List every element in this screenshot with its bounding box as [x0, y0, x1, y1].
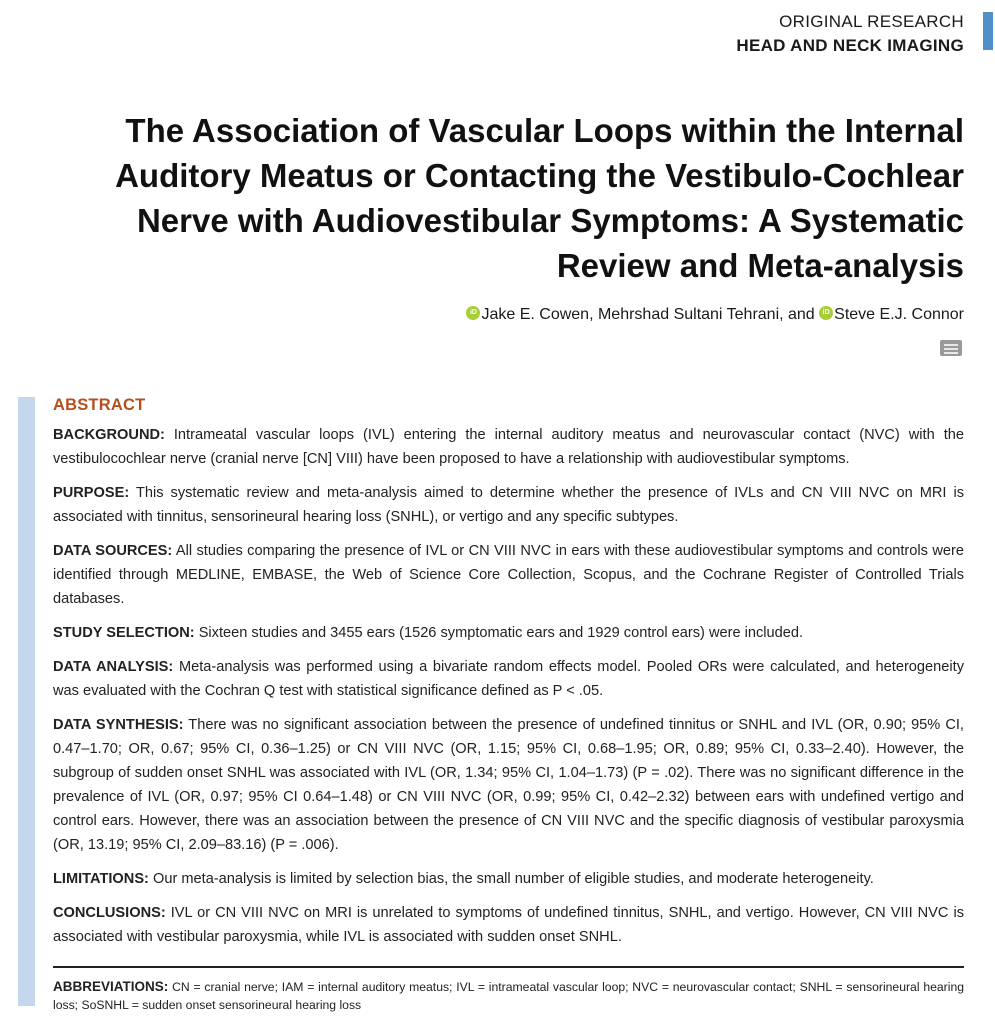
- article-category: [736, 10, 964, 58]
- menu-icon[interactable]: [940, 340, 962, 356]
- section-label: PURPOSE:: [53, 485, 130, 501]
- section-text: Meta-analysis was performed using a bivariate random effects model. Pooled ORs were calculated, and heterogeneity was evaluated with the Cochran Q test with statistical significance defined as P < .05.: [53, 659, 964, 699]
- abbreviations-label: ABBREVIATIONS:: [53, 979, 169, 994]
- author-list: [466, 304, 964, 326]
- section-text: All studies comparing the presence of IVL or CN VIII NVC in ears with these audiovestibular symptoms and controls were identified through MEDLINE, EMBASE, the Web of Science Core Collection, Scopus, and the Cochrane Register of Controlled Trials databases.: [53, 543, 964, 607]
- abbreviations: [53, 978, 964, 1014]
- author-names-first[interactable]: Jake E. Cowen, Mehrshad Sultani Tehrani, and: [481, 306, 815, 323]
- abstract-data-analysis: [53, 655, 964, 703]
- abstract-data-sources: [53, 539, 964, 611]
- category-label: ORIGINAL RESEARCH: [779, 12, 964, 31]
- section-text: This systematic review and meta-analysis aimed to determine whether the presence of IVLs and CN VIII NVC on MRI is associated with tinnitus, sensorineural hearing loss (SNHL), or vertigo and any specific subtypes.: [53, 485, 964, 525]
- section-label: DATA SYNTHESIS:: [53, 717, 184, 733]
- section-label: CONCLUSIONS:: [53, 905, 166, 921]
- section-label: DATA ANALYSIS:: [53, 659, 174, 675]
- abstract-study-selection: [53, 621, 964, 645]
- author-name-last[interactable]: Steve E.J. Connor: [834, 306, 964, 323]
- orcid-icon[interactable]: iD: [466, 306, 480, 320]
- section-text: Sixteen studies and 3455 ears (1526 symptomatic ears and 1929 control ears) were included.: [198, 625, 804, 641]
- abstract-limitations: [53, 867, 964, 891]
- section-text: There was no significant association between the presence of undefined tinnitus or SNHL and IVL (OR, 0.90; 95% CI, 0.47–1.70; OR, 0.67; 95% CI, 0.36–1.25) or CN VIII NVC (OR, 1.15; 95% CI, 0.68–1.95; OR, 0.89; 95% CI, 0.33–2.40). However, the subgroup of sudden onset SNHL was associated with IVL (OR, 1.34; 95% CI, 1.04–1.73) (P = .02). There was no significant difference in the prevalence of IVL (OR, 0.97; 95% CI 0.64–1.48) or CN VIII NVC (OR, 0.99; 95% CI, 0.42–2.32) between ears with undefined vertigo and control ears. However, there was an association between the presence of CN VIII NVC and the specific diagnosis of vestibular paroxysmia (OR, 13.19; 95% CI, 2.09–83.16) (P = .006).: [53, 717, 964, 853]
- section-label: DATA SOURCES:: [53, 543, 173, 559]
- abstract-data-synthesis: [53, 713, 964, 857]
- section-text: Our meta-analysis is limited by selection bias, the small number of eligible studies, and moderate heterogeneity.: [152, 871, 874, 887]
- abstract-background: [53, 423, 964, 471]
- orcid-icon[interactable]: iD: [819, 306, 833, 320]
- abbreviations-text: CN = cranial nerve; IAM = internal auditory meatus; IVL = intrameatal vascular loop; NVC = neurovascular contact; SNHL = sensorineural hearing loss; SoSNHL = sudden onset sensorineural hearing loss: [53, 980, 964, 1012]
- abstract-heading: ABSTRACT: [53, 396, 146, 414]
- abstract-side-bar: [18, 397, 35, 1006]
- section-text: Intrameatal vascular loops (IVL) entering the internal auditory meatus and neurovascular contact (NVC) with the vestibulocochlear nerve (cranial nerve [CN] VIII) have been proposed to have a relationship with audiovestibular symptoms.: [53, 427, 964, 467]
- abstract: [53, 393, 964, 959]
- section-label: BACKGROUND:: [53, 427, 165, 443]
- abstract-purpose: [53, 481, 964, 529]
- abbreviations-divider: [53, 966, 964, 968]
- section-label: STUDY SELECTION:: [53, 625, 195, 641]
- section-label: HEAD AND NECK IMAGING: [736, 36, 964, 55]
- section-label: LIMITATIONS:: [53, 871, 149, 887]
- article-title: The Association of Vascular Loops within the Internal Auditory Meatus or Contacting the Vestibulo-Cochlear Nerve with Audiovestibular Symptoms: A Systematic Review and Meta-analysis: [115, 112, 964, 284]
- section-text: IVL or CN VIII NVC on MRI is unrelated to symptoms of undefined tinnitus, SNHL, and vertigo. However, CN VIII NVC is associated with vestibular paroxysmia, while IVL is associated with sudden onset SNHL.: [53, 905, 964, 945]
- abstract-conclusions: [53, 901, 964, 949]
- section-accent-bar: [983, 12, 993, 50]
